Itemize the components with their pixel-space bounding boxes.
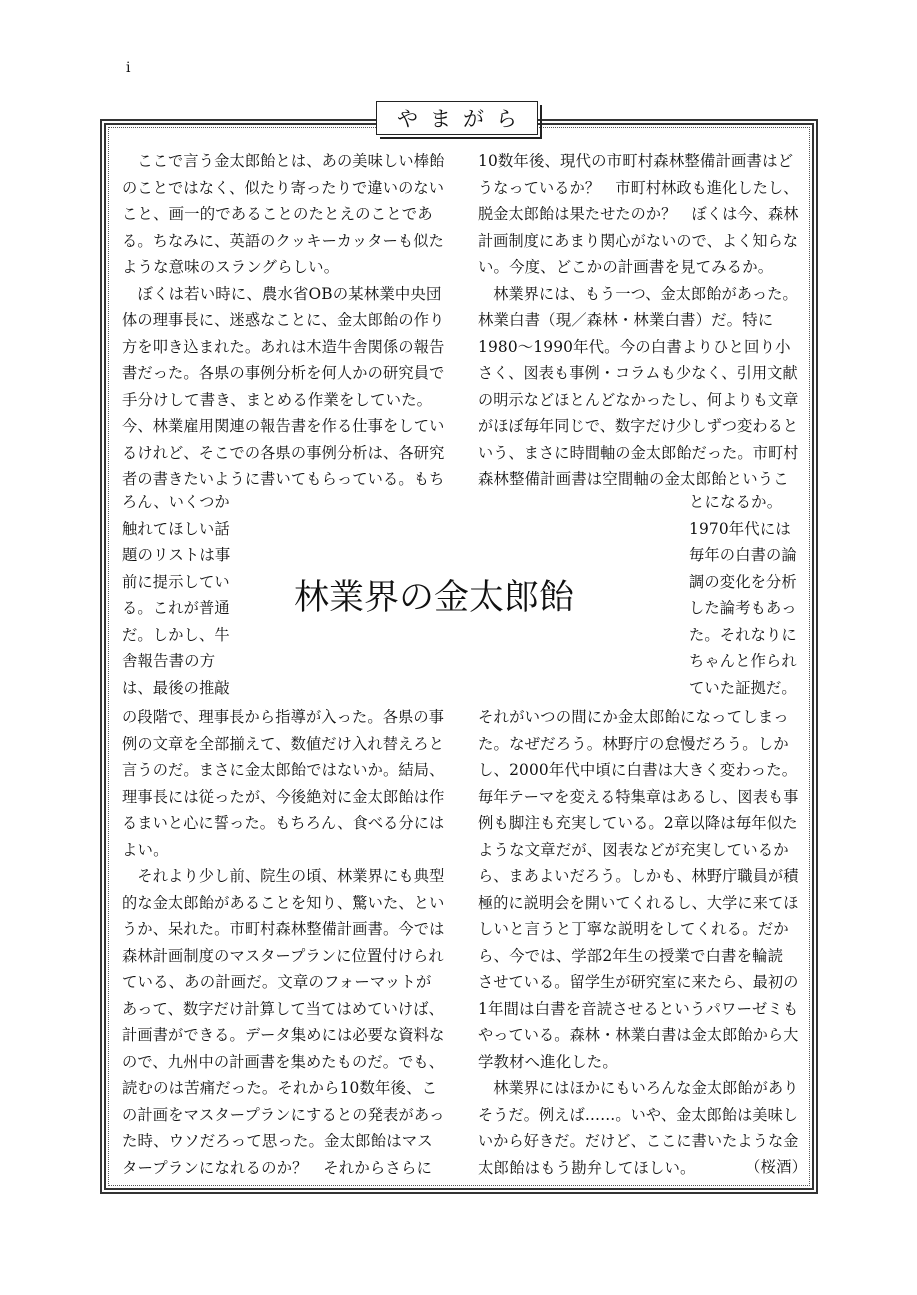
text-line: 森林整備計画書は空間軸の金太郎飴というこ [478,470,789,488]
text-line: 森林計画制度のマスタープランに位置付けられ [122,946,444,965]
text-line: うなっているか？ 市町村林政も進化したし、 [478,178,799,197]
text-line: い。今度、どこかの計画書を見てみるか。 [478,258,774,276]
text-line: ここで言う金太郎飴とは、あの美味しい棒飴 [122,152,445,170]
text-line: 書だった。各県の事例分析を何人かの研究員で [122,364,445,382]
text-line: いう、まさに時間軸の金太郎飴だった。市町村 [478,443,799,462]
text-line: ような文章だが、図表などが充実しているか [478,840,789,859]
text-line: そうだ。例えば……。いや、金太郎飴は美味し [478,1105,799,1124]
text-line: させている。留学生が研究室に来たら、最初の [478,973,799,991]
text-line: ので、九州中の計画書を集めたものだ。でも、 [122,1052,445,1071]
text-line: 前に提示してい [122,572,230,591]
text-line: 計画制度にあまり関心がないので、よく知らな [478,231,799,250]
text-line: 毎年の白書の論 [689,546,797,564]
text-line: 極的に説明会を開いてくれるし、大学に来てほ [478,893,799,912]
text-line: よい。 [122,840,169,859]
text-line: るけれど、そこでの各県の事例分析は、各研究 [122,443,445,462]
text-line: しいと言うと丁寧な説明をしてくれる。だか [478,920,789,938]
text-line: がほぼ毎年同じで、数字だけ少しずつ変わると [478,417,799,435]
text-line: 10数年後、現代の市町村森林整備計画書はど [478,152,794,170]
text-line: 林業界には、もう一つ、金太郎飴があった。 [478,284,798,303]
text-line: ている、あの計画だ。文章のフォーマットが [122,973,432,991]
text-line: し、2000年代中頃に白書は大きく変わった。 [478,761,798,779]
text-line: あって、数字だけ計算して当てはめていけば、 [122,999,444,1018]
text-line: ような意味のスラングらしい。 [122,258,340,276]
text-line: 的な金太郎飴があることを知り、驚いた、とい [122,893,445,912]
text-line: 学教材へ進化した。 [478,1052,618,1071]
text-line: ていた証拠だ。 [689,678,797,697]
text-line: とになるか。 [689,493,783,511]
text-line: は、最後の推敲 [122,678,230,697]
text-line: いから好きだ。だけど、ここに書いたような金 [478,1132,799,1150]
text-line: 者の書きたいように書いてもらっている。もち [122,470,445,488]
text-line: 体の理事長に、迷惑なことに、金太郎飴の作り [122,311,445,329]
text-line: 毎年テーマを変える特集章はあるし、図表も事 [478,787,799,806]
text-line: 例も脚注も充実している。2章以降は毎年似た [478,814,798,832]
text-line: る。これが普通 [122,599,230,617]
text-line: 林業白書（現／森林・林業白書）だ。特に [478,311,774,329]
text-line: 1970年代には [689,519,791,538]
text-line: それがいつの間にか金太郎飴になってしまっ [478,708,789,726]
text-line: こと、画一的であることのたとえのことであ [122,205,433,223]
text-line: ぼくは若い時に、農水省OBの某林業中央団 [122,284,442,303]
text-line: 題のリストは事 [122,546,231,564]
text-line: ら、今では、学部2年生の授業で白書を輪読 [478,946,784,965]
text-line: ら、まあよいだろう。しかも、林野庁職員が積 [478,867,799,885]
text-line: た。それなりに [689,625,797,644]
text-line: 例の文章を全部揃えて、数値だけ入れ替えろと [122,734,445,753]
text-line: 1年間は白書を音読させるというパワーゼミも [478,999,799,1018]
text-line: さく、図表も事例・コラムも少なく、引用文献 [478,364,798,382]
text-line: した論考もあっ [689,599,797,617]
text-line: 理事長には従ったが、今後絶対に金太郎飴は作 [122,787,445,806]
text-line: 脱金太郎飴は果たせたのか？ ぼくは今、森林 [478,205,799,223]
section-title: やまがら [376,101,538,135]
text-line: 手分けして書き、まとめる作業をしていた。 [122,390,433,409]
text-line: のことではなく、似たり寄ったりで違いのない [122,178,445,197]
text-line: た時、ウソだろって思った。金太郎飴はマス [122,1132,433,1150]
text-line: 調の変化を分析 [689,572,797,591]
text-line: の段階で、理事長から指導が入った。各県の事 [122,708,445,726]
text-line: の明示などほとんどなかったし、何よりも文章 [478,390,799,409]
text-line: うか、呆れた。市町村森林整備計画書。今では [122,920,445,938]
text-line: 太郎飴はもう勘弁してほしい。 [478,1158,696,1177]
text-line: ろん、いくつか [122,493,230,511]
text-line: やっている。森林・林業白書は金太郎飴から大 [478,1026,799,1044]
text-line: 触れてほしい話 [122,519,230,538]
text-line: 言うのだ。まさに金太郎飴ではないか。結局、 [122,761,445,779]
text-line: タープランになれるのか？ それからさらに [122,1158,433,1177]
page-number: i [126,60,131,76]
article-headline: 林業界の金太郎飴 [294,578,575,618]
text-line: 読むのは苦痛だった。それから10数年後、こ [122,1079,438,1097]
text-line: るまいと心に誓った。もちろん、食べる分には [122,814,445,832]
text-line: の計画をマスタープランにするとの発表があっ [122,1105,445,1124]
text-line: 今、林業雇用関連の報告書を作る仕事をしてい [122,417,445,435]
text-line: 林業界にはほかにもいろんな金太郎飴があり [478,1079,799,1097]
text-line: それより少し前、院生の頃、林業界にも典型 [122,867,445,885]
text-line: る。ちなみに、英語のクッキーカッターも似た [122,231,444,250]
text-line: た。なぜだろう。林野庁の怠慢だろう。しか [478,734,789,753]
text-line: 舎報告書の方 [122,652,216,670]
text-line: だ。しかし、牛 [122,625,230,644]
text-line: 1980～1990年代。今の白書よりひと回り小 [478,337,791,356]
text-line: 方を叩き込まれた。あれは木造牛舎関係の報告 [122,337,445,356]
author-signature: （桜酒） [745,1158,808,1176]
text-line: ちゃんと作られ [689,652,797,670]
text-line: 計画書ができる。データ集めには必要な資料な [122,1026,445,1044]
